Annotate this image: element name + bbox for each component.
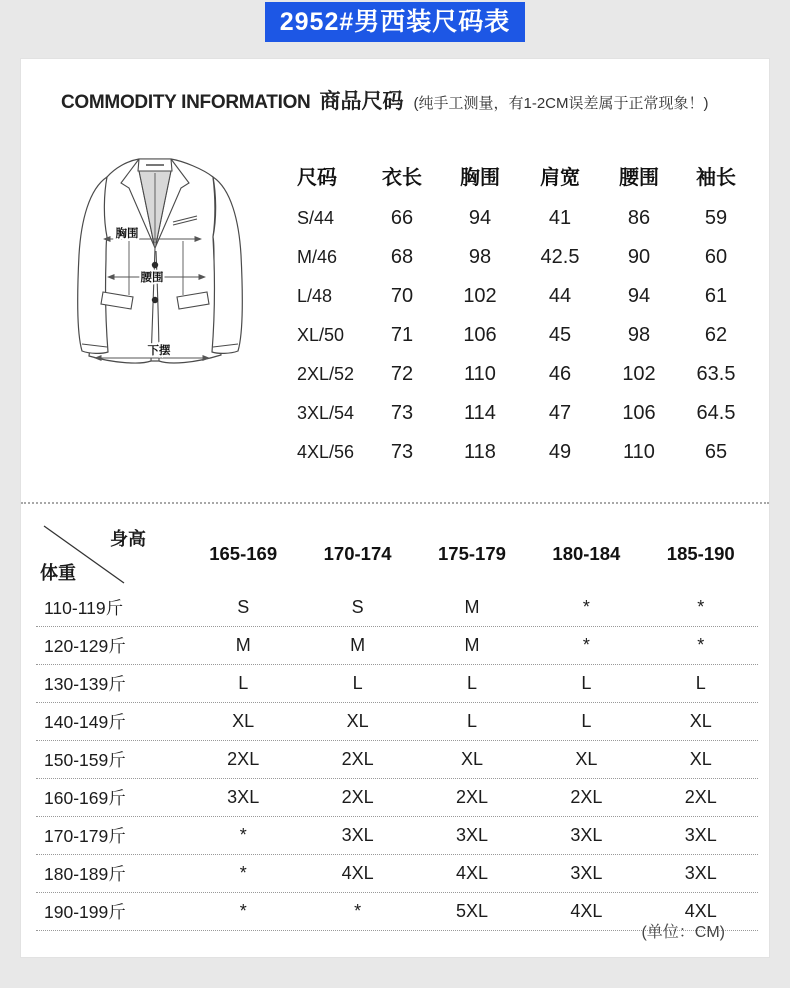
weight-label: 120-129斤 (44, 636, 126, 656)
measurement-note: (纯手工测量，有1-2CM误差属于正常现象！) (413, 95, 709, 112)
fit-cell: 2XL (341, 787, 374, 807)
table-row (277, 238, 755, 277)
value-cell: 90 (627, 246, 651, 268)
value-cell: 114 (464, 402, 496, 424)
size-cell: L/48 (297, 286, 333, 306)
value-cell: 110 (464, 363, 496, 385)
jacket-right-sleeve (212, 177, 242, 353)
value-cell: 110 (623, 441, 655, 463)
fit-cell: 2XL (455, 787, 488, 807)
fit-cell: XL (460, 749, 483, 769)
corner-weight-label: 体重 (40, 563, 76, 583)
table-row (277, 277, 755, 316)
height-col-header: 180-184 (552, 543, 621, 564)
value-cell: 71 (390, 324, 414, 346)
fit-cell: * (354, 901, 362, 921)
fit-cell: 2XL (341, 749, 374, 769)
value-cell: 102 (463, 285, 497, 307)
value-cell: 70 (390, 285, 414, 307)
value-cell: 46 (548, 363, 572, 385)
weight-label: 110-119斤 (44, 598, 124, 618)
value-cell: 68 (390, 246, 414, 268)
size-cell: 2XL/52 (297, 364, 355, 384)
section-title-zh: 商品尺码 (319, 90, 404, 113)
weight-label: 150-159斤 (44, 750, 126, 770)
value-cell: 47 (548, 402, 572, 424)
table-row (277, 355, 755, 394)
section-header (61, 85, 708, 115)
size-measurement-table (277, 157, 755, 472)
value-cell: 94 (627, 285, 651, 307)
height-weight-fit-table (36, 519, 758, 931)
fit-cell: 3XL (227, 787, 260, 807)
col-header-shoulder: 肩宽 (540, 166, 580, 189)
table-row (277, 316, 755, 355)
col-header-length: 衣长 (382, 166, 422, 189)
value-cell: 63.5 (696, 363, 736, 385)
fit-cell: * (239, 901, 247, 921)
height-col-header: 165-169 (209, 543, 278, 564)
value-cell: 98 (468, 246, 492, 268)
fit-cell: M (464, 635, 480, 655)
fit-cell: L (581, 673, 592, 693)
fit-cell: S (351, 597, 364, 617)
value-cell: 49 (548, 441, 572, 463)
page-title: 2952#男西装尺码表 (265, 2, 526, 42)
height-weight-corner (36, 519, 186, 589)
table-row (36, 589, 758, 627)
value-cell: 98 (627, 324, 651, 346)
value-cell: 72 (390, 363, 414, 385)
value-cell: 94 (468, 207, 492, 229)
value-cell: 41 (548, 207, 572, 229)
value-cell: 102 (622, 363, 656, 385)
button-bottom (152, 297, 158, 303)
weight-label: 170-179斤 (44, 826, 126, 846)
table-row (36, 817, 758, 855)
table-row (277, 433, 755, 472)
fit-cell: 3XL (341, 825, 374, 845)
fit-cell: * (582, 597, 590, 617)
fit-cell: 3XL (570, 825, 603, 845)
value-cell: 73 (390, 441, 414, 463)
value-cell: 118 (464, 441, 496, 463)
height-col-header: 185-190 (666, 543, 735, 564)
fit-cell: L (581, 711, 592, 731)
fit-cell: L (466, 711, 477, 731)
fit-cell: 4XL (455, 863, 488, 883)
fit-cell: 4XL (684, 901, 717, 921)
size-cell: XL/50 (297, 325, 345, 345)
jacket-left-sleeve (78, 177, 108, 353)
suit-jacket-diagram (55, 131, 295, 411)
value-cell: 106 (463, 324, 497, 346)
value-cell: 42.5 (540, 246, 580, 268)
fit-cell: L (695, 673, 706, 693)
weight-label: 130-139斤 (44, 674, 126, 694)
value-cell: 65 (704, 441, 728, 463)
table-row (36, 627, 758, 665)
col-header-size: 尺码 (297, 166, 337, 189)
button-top (152, 262, 158, 268)
fit-cell: L (466, 673, 477, 693)
table-row (277, 394, 755, 433)
chest-label: 胸围 (115, 228, 139, 240)
size-cell: M/46 (297, 247, 338, 267)
size-chart-card (20, 58, 770, 958)
size-cell: 3XL/54 (297, 403, 355, 423)
waist-label: 腰围 (140, 272, 164, 284)
weight-label: 160-169斤 (44, 788, 126, 808)
value-cell: 61 (704, 285, 728, 307)
value-cell: 59 (704, 207, 728, 229)
table-row (36, 779, 758, 817)
fit-cell: 5XL (455, 901, 488, 921)
fit-cell: XL (689, 749, 712, 769)
corner-height-label: 身高 (110, 529, 146, 549)
fit-cell: L (238, 673, 249, 693)
table-row (36, 665, 758, 703)
fit-cell: M (235, 635, 251, 655)
table-row (36, 703, 758, 741)
value-cell: 44 (548, 285, 572, 307)
fit-cell: 3XL (570, 863, 603, 883)
table-row (36, 741, 758, 779)
value-cell: 64.5 (696, 402, 736, 424)
fit-cell: * (582, 635, 590, 655)
value-cell: 60 (704, 246, 728, 268)
fit-cell: 3XL (684, 863, 717, 883)
fit-cell: M (464, 597, 480, 617)
fit-cell: 4XL (341, 863, 374, 883)
value-cell: 73 (390, 402, 414, 424)
fit-cell: 3XL (455, 825, 488, 845)
fit-cell: 2XL (684, 787, 717, 807)
fit-cell: XL (232, 711, 255, 731)
value-cell: 86 (627, 207, 651, 229)
fit-cell: M (350, 635, 366, 655)
size-table-header-row (277, 157, 755, 193)
fit-cell: XL (346, 711, 369, 731)
fit-cell: XL (689, 711, 712, 731)
fit-cell: XL (575, 749, 598, 769)
fit-table-header-row (36, 519, 758, 589)
value-cell: 106 (622, 402, 656, 424)
dotted-section-divider (21, 502, 769, 504)
fit-cell: 3XL (684, 825, 717, 845)
height-col-header: 170-174 (323, 543, 392, 564)
fit-cell: 2XL (227, 749, 260, 769)
size-cell: 4XL/56 (297, 442, 355, 462)
height-col-header: 175-179 (438, 543, 506, 564)
table-row (277, 199, 755, 238)
fit-cell: L (352, 673, 363, 693)
unit-note: (单位：CM) (641, 924, 725, 941)
value-cell: 62 (704, 324, 728, 346)
fit-cell: * (697, 597, 705, 617)
fit-cell: * (697, 635, 705, 655)
weight-label: 190-199斤 (44, 902, 126, 922)
fit-cell: * (239, 825, 247, 845)
fit-cell: 2XL (570, 787, 603, 807)
title-bar (0, 0, 790, 42)
fit-cell: 4XL (570, 901, 603, 921)
col-header-sleeve: 袖长 (696, 166, 736, 189)
col-header-chest: 胸围 (460, 166, 500, 189)
hem-label: 下摆 (147, 345, 171, 357)
weight-label: 140-149斤 (44, 712, 126, 732)
size-cell: S/44 (297, 208, 335, 228)
fit-cell: * (239, 863, 247, 883)
col-header-waist: 腰围 (619, 166, 659, 189)
weight-label: 180-189斤 (44, 864, 126, 884)
value-cell: 66 (390, 207, 414, 229)
section-title-en: COMMODITY INFORMATION (61, 92, 311, 113)
fit-cell: S (237, 597, 250, 617)
value-cell: 45 (548, 324, 572, 346)
table-row (36, 855, 758, 893)
